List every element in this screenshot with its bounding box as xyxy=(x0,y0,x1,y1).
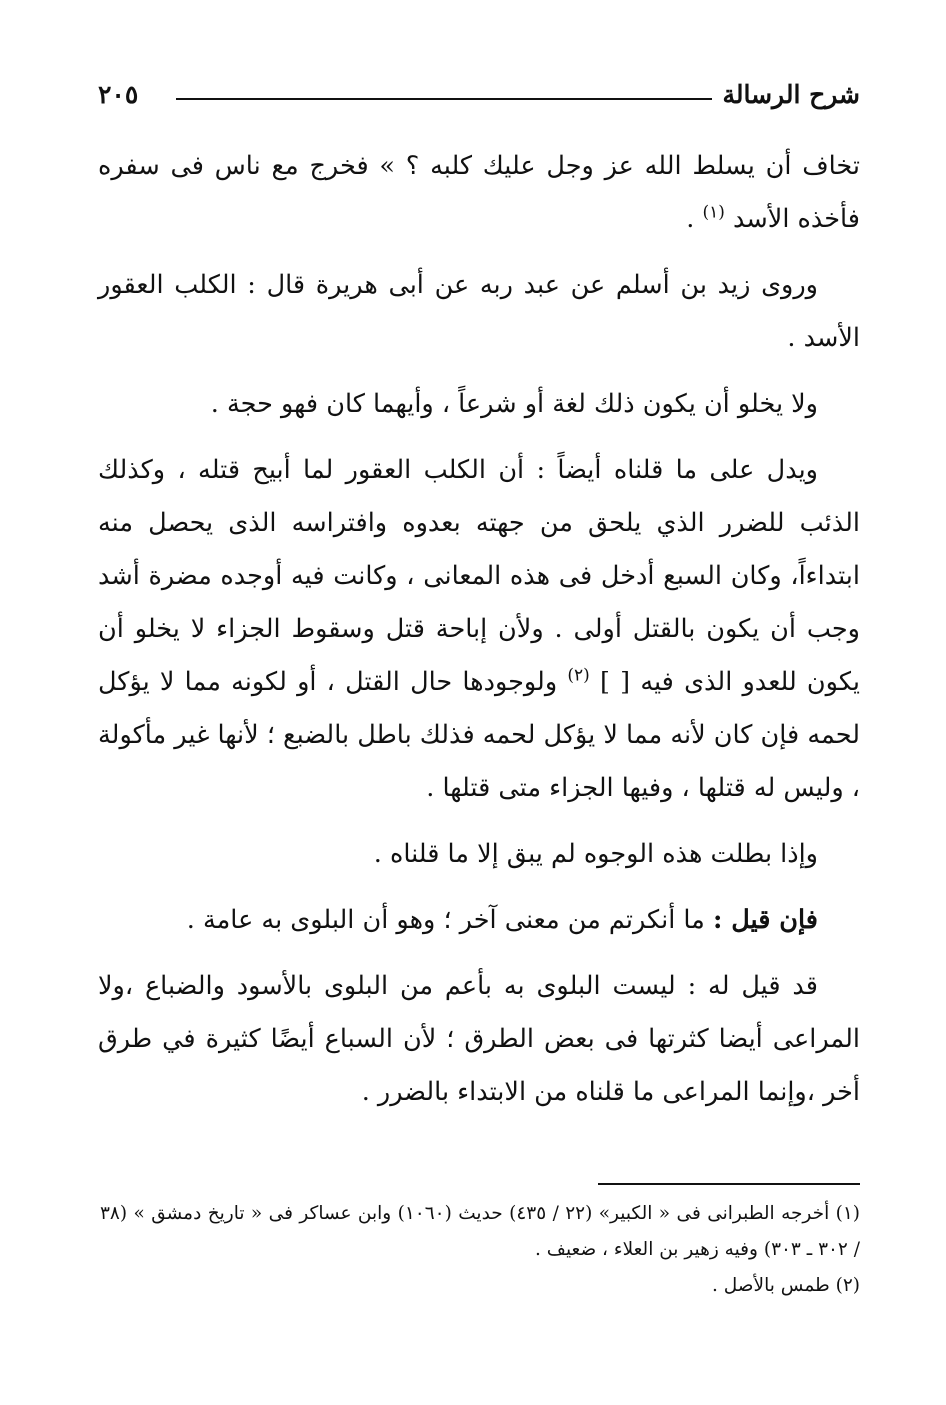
footnote-reference[interactable]: (١) xyxy=(702,202,725,223)
paragraph xyxy=(98,378,860,431)
paragraph xyxy=(98,444,860,815)
footnote: (٢) طمس بالأصل . xyxy=(712,1275,860,1296)
main-text xyxy=(98,140,860,1132)
page-header xyxy=(98,78,860,118)
paragraph-tail: . xyxy=(686,204,695,234)
footnote-reference[interactable]: (٢) xyxy=(567,665,590,686)
paragraph-tail: ولوجودها حال القتل ، أو لكونه مما لا يؤكل لحمه فإن كان لأنه مما لا يؤكل لحمه فذلك باطل بالضبع ؛ لأنها غير مأكولة ، وليس له قتلها ، وفيها الجزاء متى قتلها . xyxy=(98,667,860,803)
paragraph-text: ولا يخلو أن يكون ذلك لغة أو شرعاً ، وأيهما كان فهو حجة . xyxy=(210,389,818,419)
footnotes xyxy=(100,1196,860,1304)
paragraph-lead: فإن قيل : xyxy=(712,905,818,935)
paragraph-text: وإذا بطلت هذه الوجوه لم يبق إلا ما قلناه . xyxy=(373,839,818,869)
footnote-separator xyxy=(598,1183,860,1185)
paragraph xyxy=(98,894,860,947)
header-rule xyxy=(176,98,712,100)
page-number: ٢٠٥ xyxy=(98,80,139,109)
paragraph-text: ويدل على ما قلناه أيضاً : أن الكلب العقور لما أبيح قتله ، وكذلك الذئب للضرر الذي يلحق من جهته بعدوه وافتراسه الذى يحصل منه ابتداءاً، وكان السبع أدخل فى هذه المعانى ، وكانت فيه أوجده مضرة أشد وجب أن يكون بالقتل أولى . ولأن إباحة قتل وسقوط الجزاء لا يخلو أن يكون للعدو الذى فيه [ ] xyxy=(98,455,860,697)
paragraph xyxy=(98,259,860,365)
paragraph-text: وروى زيد بن أسلم عن عبد ربه عن أبى هريرة قال : الكلب العقور الأسد . xyxy=(98,270,860,353)
paragraph xyxy=(98,828,860,881)
paragraph xyxy=(98,960,860,1119)
footnote: (١) أخرجه الطبرانى فى « الكبير» (٢٢ / ٤٣٥) حديث (١٠٦٠) وابن عساكر فى « تاريخ دمشق » (٣٨ / ٣٠٢ ـ ٣٠٣) وفيه زهير بن العلاء ، ضعيف . xyxy=(100,1203,860,1260)
paragraph-text: قد قيل له : ليست البلوى به بأعم من البلوى بالأسود والضباع ،ولا المراعى أيضا كثرتها فى بعض الطرق ؛ لأن السباع أيضًا كثيرة في طرق أخر ،وإنما المراعى ما قلناه من الابتداء بالضرر . xyxy=(98,971,860,1107)
paragraph-text: تخاف أن يسلط الله عز وجل عليك كلبه ؟ » فخرج مع ناس فى سفره فأخذه الأسد xyxy=(98,151,860,234)
running-title: شرح الرسالة xyxy=(722,80,860,109)
paragraph-text: ما أنكرتم من معنى آخر ؛ وهو أن البلوى به عامة . xyxy=(186,905,705,935)
paragraph xyxy=(98,140,860,246)
